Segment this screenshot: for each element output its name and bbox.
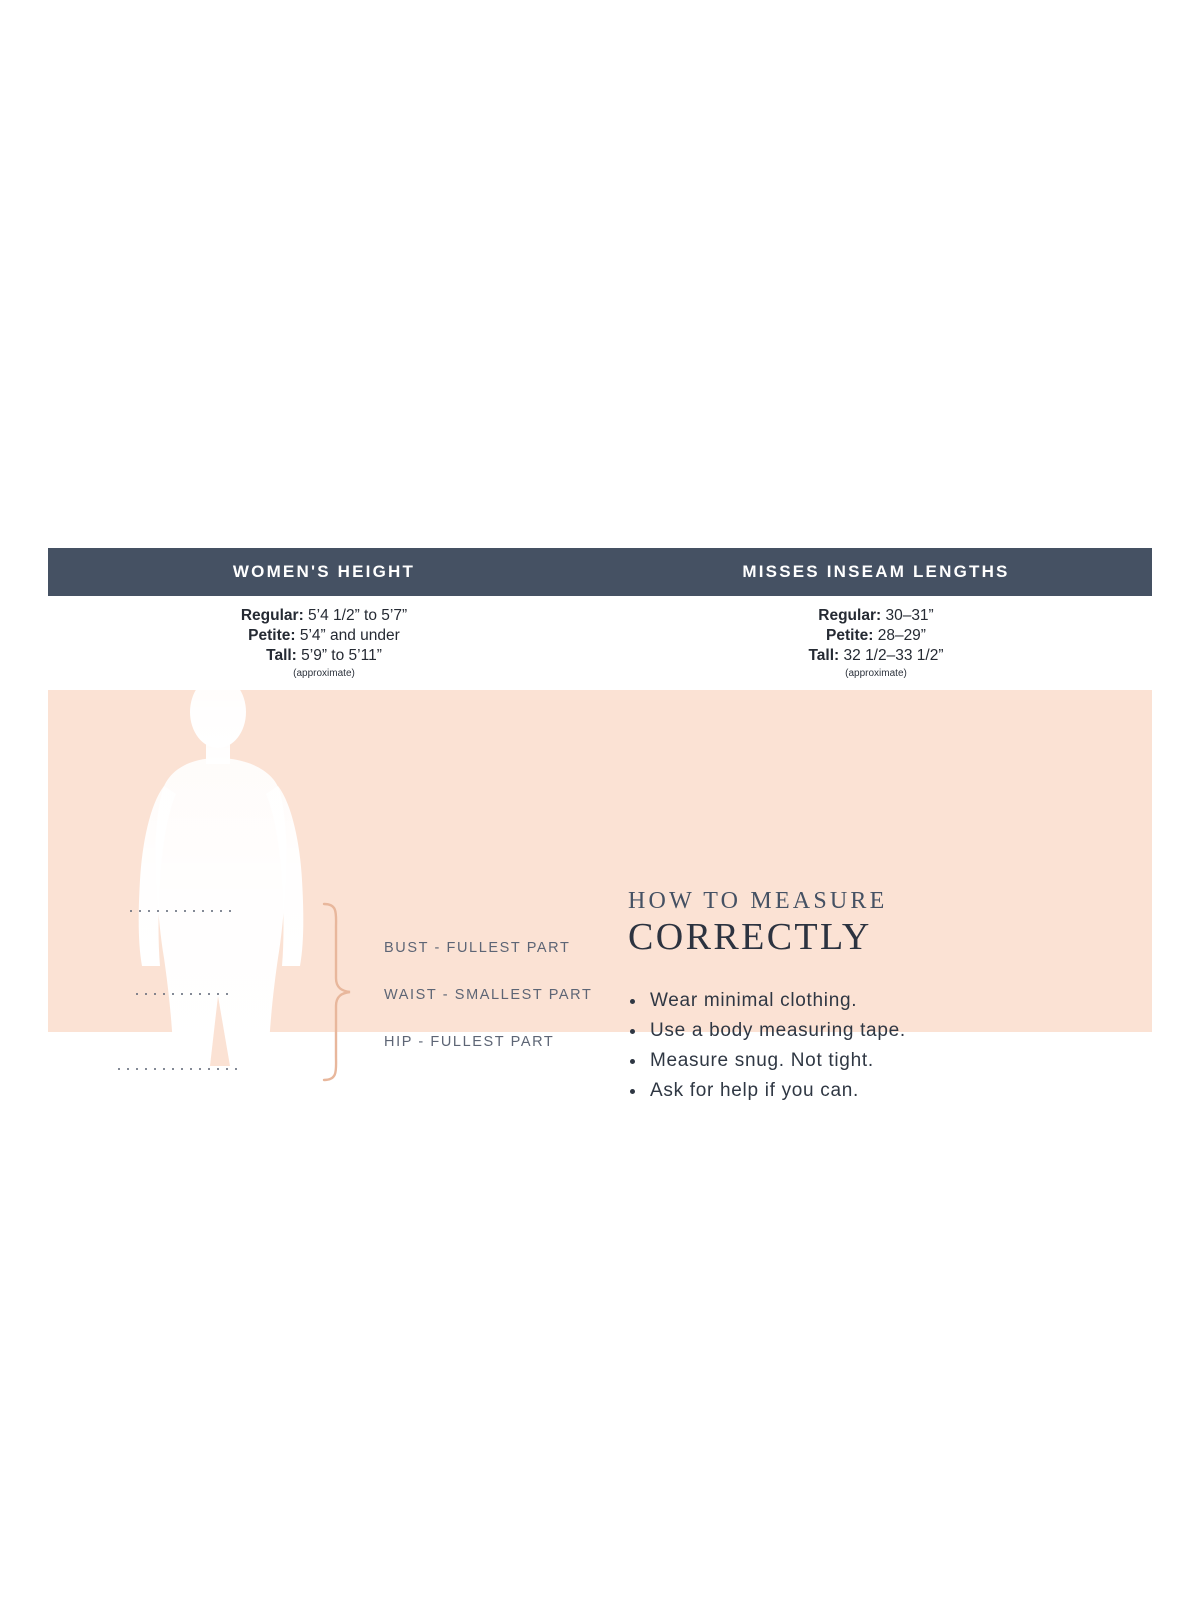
inseam-tall-value: 32 1/2–33 1/2” — [843, 647, 944, 664]
size-guide-panel — [48, 548, 1152, 1102]
tip-item: Ask for help if you can. — [628, 1076, 1098, 1106]
tip-item: Use a body measuring tape. — [628, 1016, 1098, 1046]
waist-measure-line — [136, 993, 228, 995]
height-tall-label: Tall: — [266, 647, 297, 664]
label-waist: WAIST - SMALLEST PART — [384, 987, 593, 1003]
inseam-tall-label: Tall: — [808, 647, 840, 664]
measurement-illustration-area — [48, 690, 1152, 1102]
measurement-brace-icon — [320, 902, 356, 1082]
label-bust: BUST - FULLEST PART — [384, 940, 571, 956]
inseam-petite-label: Petite: — [826, 627, 874, 644]
bust-measure-line — [130, 910, 231, 912]
measurement-label-list — [384, 940, 592, 1050]
height-tall-value: 5’9” to 5’11” — [301, 647, 382, 664]
inseam-regular-label: Regular: — [818, 607, 882, 624]
misses-inseam-specs — [600, 596, 1152, 690]
height-regular-row — [241, 606, 407, 626]
height-petite-row — [248, 626, 400, 646]
tip-item: Measure snug. Not tight. — [628, 1046, 1098, 1076]
label-hip: HIP - FULLEST PART — [384, 1034, 555, 1050]
how-to-measure-block — [628, 888, 1098, 1106]
inseam-tall-row — [808, 646, 943, 666]
inseam-approximate-note: (approximate) — [845, 668, 907, 679]
height-petite-value: 5’4” and under — [299, 627, 400, 644]
tip-item: Wear minimal clothing. — [628, 986, 1098, 1016]
female-body-silhouette-icon — [98, 666, 348, 1066]
inseam-regular-row — [818, 606, 933, 626]
height-approximate-note: (approximate) — [293, 668, 355, 679]
height-tall-row — [266, 646, 382, 666]
height-regular-label: Regular: — [240, 607, 304, 624]
how-to-measure-kicker: HOW TO MEASURE — [628, 888, 888, 914]
how-to-measure-title: CORRECTLY — [628, 916, 872, 959]
hip-measure-line — [118, 1068, 237, 1070]
header-womens-height: WOMEN'S HEIGHT — [232, 562, 416, 581]
header-misses-inseam-lengths: MISSES INSEAM LENGTHS — [742, 562, 1010, 581]
inseam-petite-value: 28–29” — [877, 627, 926, 644]
how-to-measure-tips — [628, 986, 1098, 1106]
inseam-petite-row — [826, 626, 926, 646]
height-regular-value: 5’4 1/2” to 5’7” — [308, 607, 408, 624]
inseam-regular-value: 30–31” — [885, 607, 934, 624]
panel-header-bar — [48, 548, 1152, 596]
height-petite-label: Petite: — [248, 627, 296, 644]
